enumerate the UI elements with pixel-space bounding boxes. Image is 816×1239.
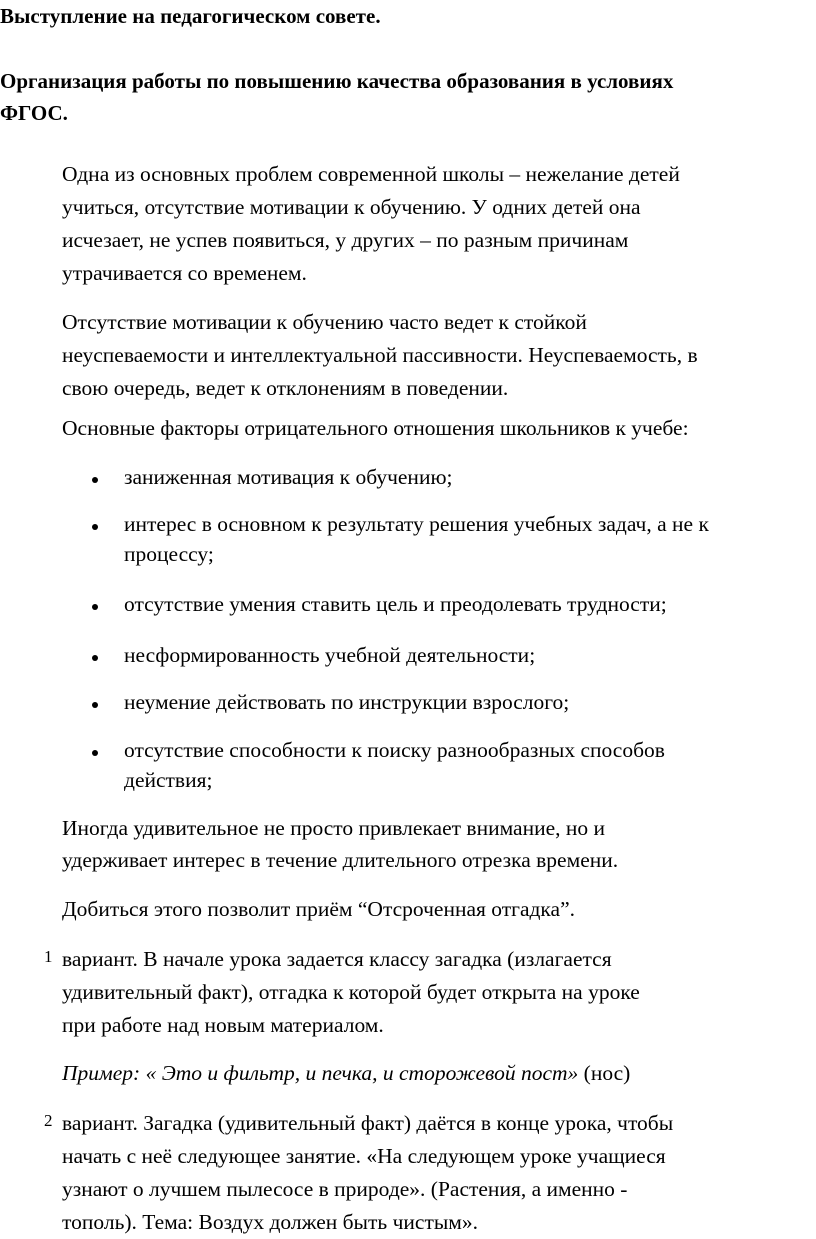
variant-1-line: вариант. В начале урока задается классу загадка (излагается [62, 947, 612, 971]
topic-line-1: Организация работы по повышению качества образования в условиях [0, 69, 674, 93]
list-item: отсутствие способности к поиску разнообразных способов [124, 738, 665, 762]
paragraph-4: Добиться этого позволит приём “Отсроченная отгадка”. [62, 897, 576, 921]
variant-2-line: вариант. Загадка (удивительный факт) даётся в конце урока, чтобы [62, 1111, 674, 1135]
paragraph-2-line: свою очередь, ведет к отклонениям в поведении. [62, 376, 509, 400]
example-answer: (нос) [578, 1061, 631, 1085]
topic-line-2: ФГОС. [0, 101, 68, 125]
bullet-icon [92, 750, 98, 756]
variant-2-number: 2 [44, 1111, 53, 1130]
list-item-continuation: процессу; [124, 542, 214, 566]
paragraph-2-line: Отсутствие мотивации к обучению часто ведет к стойкой [62, 310, 587, 334]
variant-2-line: узнают о лучшем пылесосе в природе». (Растения, а именно - [62, 1177, 628, 1201]
paragraph-1-line: учиться, отсутствие мотивации к обучению. У одних детей она [62, 195, 641, 219]
paragraph-1-line: Одна из основных проблем современной школы – нежелание детей [62, 162, 680, 186]
bullet-icon [92, 524, 98, 530]
paragraph-3-line: Иногда удивительное не просто привлекает внимание, но и [62, 816, 606, 840]
document-heading: Выступление на педагогическом совете. [0, 4, 381, 28]
variant-2-line: тополь). Тема: Воздух должен быть чистым». [62, 1210, 479, 1234]
paragraph-2-line: неуспеваемости и интеллектуальной пассивности. Неуспеваемость, в [62, 343, 698, 367]
variant-1-line: удивительный факт), отгадка к которой будет открыта на уроке [62, 980, 640, 1004]
list-item: неумение действовать по инструкции взрослого; [124, 690, 570, 714]
list-item: отсутствие умения ставить цель и преодолевать трудности; [124, 592, 667, 616]
list-item-continuation: действия; [124, 768, 213, 792]
list-item: заниженная мотивация к обучению; [124, 465, 453, 489]
variant-2-line: начать с неё следующее занятие. «На следующем уроке учащиеся [62, 1144, 666, 1168]
paragraph-1-line: утрачивается со временем. [62, 261, 307, 285]
paragraph-1-line: исчезает, не успев появиться, у других – по разным причинам [62, 228, 629, 252]
example-line [62, 1057, 630, 1089]
variant-1-line: при работе над новым материалом. [62, 1013, 384, 1037]
paragraph-3-line: удерживает интерес в течение длительного отрезка времени. [62, 848, 619, 872]
example-riddle: Пример: « Это и фильтр, и печка, и сторожевой пост» [62, 1061, 579, 1085]
bullet-icon [92, 655, 98, 661]
bullet-icon [92, 702, 98, 708]
bullet-icon [92, 604, 98, 610]
factors-intro: Основные факторы отрицательного отношения школьников к учебе: [62, 416, 689, 440]
variant-1-number: 1 [44, 947, 53, 966]
list-item: интерес в основном к результату решения учебных задач, а не к [124, 512, 709, 536]
bullet-icon [92, 477, 98, 483]
list-item: несформированность учебной деятельности; [124, 643, 536, 667]
